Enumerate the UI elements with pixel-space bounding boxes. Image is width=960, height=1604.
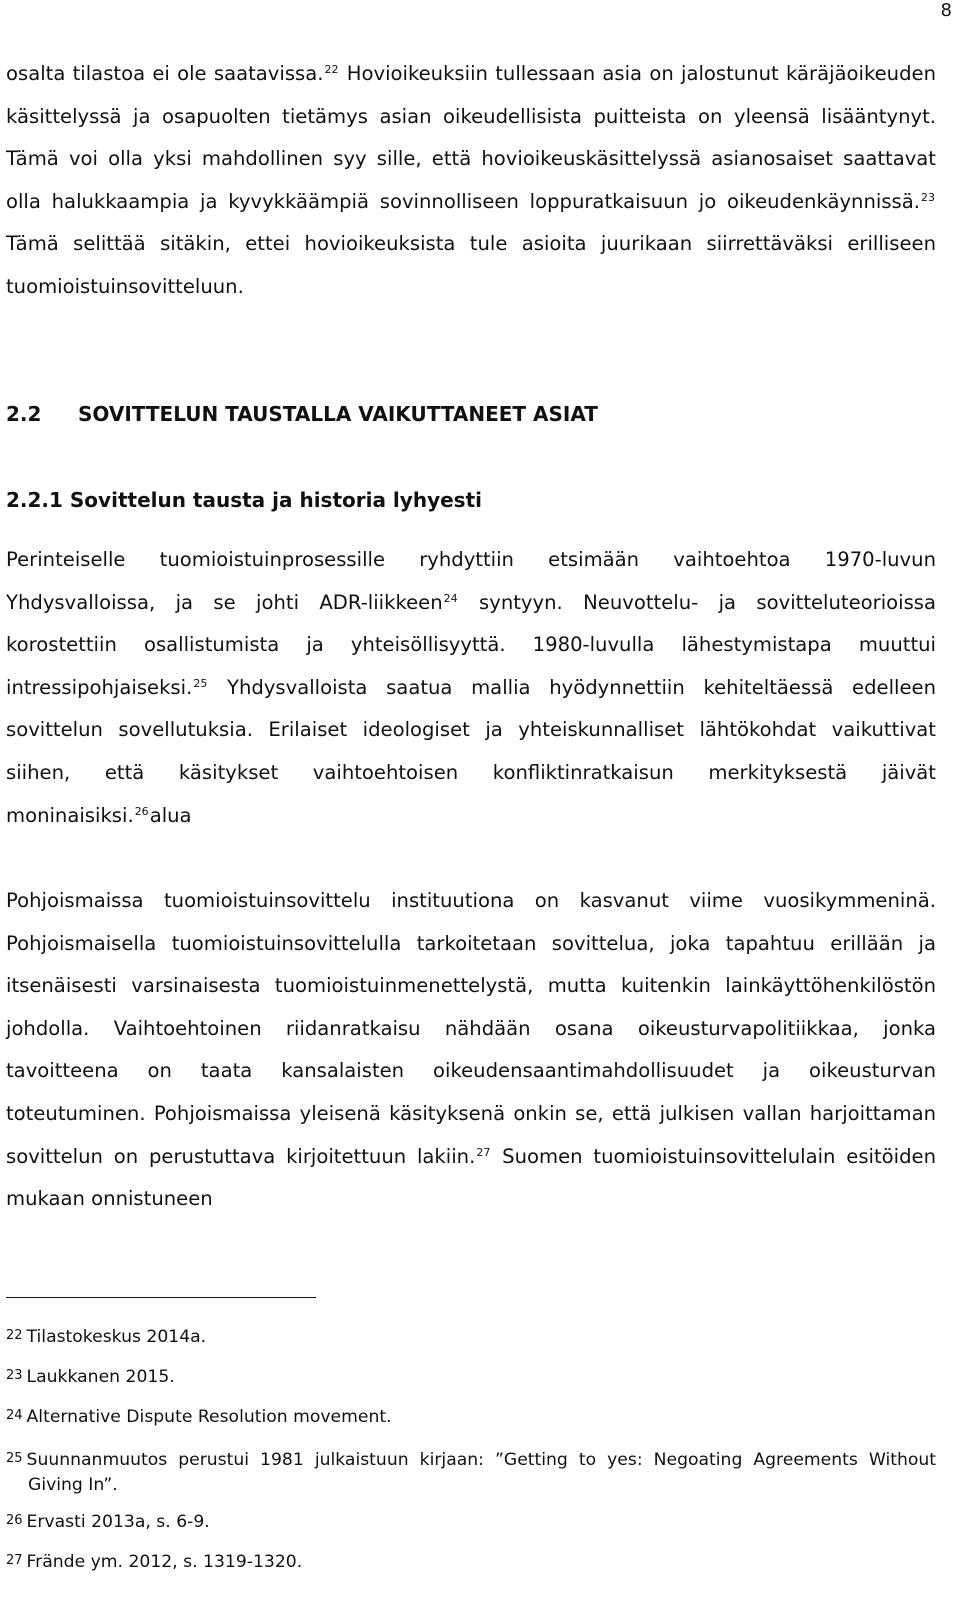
paragraph-text: Suomen tuomioistuinsovittelulain esitöiden mukaan onnistuneen xyxy=(6,1144,937,1211)
footnote-text: Laukkanen 2015. xyxy=(26,1367,175,1387)
paragraph-text: syntyyn. Neuvottelu- ja sovitteluteorioissa korostettiin osallistumista ja yhteisöllisyyttä. 1980-luvulla lähestymistapa muuttui intressipohjaiseksi. xyxy=(6,590,936,699)
footnote-reference[interactable]: 27 xyxy=(476,1145,491,1159)
page-number: 8 xyxy=(940,0,952,21)
footnote-reference[interactable]: 25 xyxy=(193,676,208,690)
section-heading xyxy=(6,394,598,434)
footnote-number: 26 xyxy=(6,1513,23,1528)
footnote-number: 24 xyxy=(6,1408,23,1423)
paragraph-text: alua xyxy=(149,803,192,827)
footnote-26 xyxy=(6,1511,936,1532)
subsection-heading: 2.2.1 Sovittelun tausta ja historia lyhyesti xyxy=(6,488,482,512)
footnote-23 xyxy=(6,1366,936,1387)
section-number: 2.2 xyxy=(6,402,42,426)
footnote-text: Alternative Dispute Resolution movement. xyxy=(26,1407,392,1427)
footnote-reference[interactable]: 23 xyxy=(921,190,935,204)
footnote-number: 27 xyxy=(6,1553,23,1568)
footnote-reference[interactable]: 26 xyxy=(134,804,149,818)
paragraph-text: Tämä selittää sitäkin, ettei hovioikeuksista tule asioita juurikaan siirrettäväksi erilliseen tuomioistuinsovitteluun. xyxy=(6,232,936,298)
footnote-reference[interactable]: 24 xyxy=(443,591,458,605)
section-title: SOVITTELUN TAUSTALLA VAIKUTTANEET ASIAT xyxy=(78,402,598,426)
footnote-number: 23 xyxy=(6,1368,23,1383)
paragraph-text: Pohjoismaissa tuomioistuinsovittelu instituutiona on kasvanut viime vuosikymmeninä. Pohjoismaisella tuomioistuinsovittelulla tarkoitetaan sovittelua, joka tapahtuu erillään ja itsenäisesti varsinaisesta tuomioistuinmenettelystä, mutta kuitenkin lainkäyttöhenkilöstön johdolla. Vaihtoehtoinen riidanratkaisu nähdään osana oikeusturvapolitiikkaa, jonka tavoitteena on taata kansalaisten oikeudensaantimahdollisuudet ja oikeusturvan toteutuminen. Pohjoismaissa yleisenä käsityksenä onkin se, että julkisen vallan harjoittaman sovittelun on perustuttava kirjoitettuun lakiin. xyxy=(6,889,936,1168)
footnote-24 xyxy=(6,1406,936,1427)
footnote-text: Frände ym. 2012, s. 1319-1320. xyxy=(26,1552,303,1572)
footnote-reference[interactable]: 22 xyxy=(324,63,339,76)
paragraph-text: osalta tilastoa ei ole saatavissa. xyxy=(6,62,324,85)
paragraph-text: Perinteiselle tuomioistuinprosessille ryhdyttiin etsimään vaihtoehtoa 1970-luvun Yhdysvalloissa, ja se johti ADR-liikkeen xyxy=(6,548,936,614)
footnote-number: 25 xyxy=(6,1451,23,1466)
footnote-22 xyxy=(6,1326,936,1347)
paragraph-text: Yhdysvalloista saatua mallia hyödynnettiin kehiteltäessä edelleen sovittelun sovellutuksia. Erilaiset ideologiset ja yhteiskunnalliset lähtökohdat vaikuttivat siihen, että käsitykset vaihtoehtoisen konfliktinratkaisun merkityksestä jäivät moninaisiksi. xyxy=(6,675,936,827)
body-paragraph-2 xyxy=(6,539,936,837)
footnote-text: Ervasti 2013a, s. 6-9. xyxy=(26,1512,210,1532)
paragraph-text: Hovioikeuksiin tullessaan asia on jalostunut käräjäoikeuden käsittelyssä ja osapuolten tietämys asian oikeudellisista puitteista on yleensä lisääntynyt. Tämä voi olla yksi mahdollinen syy sille, että hovioikeuskäsittelyssä asianosaiset saattavat olla halukkaampia ja kyvykkäämpiä sovinnolliseen loppuratkaisuun jo oikeudenkäynnissä. xyxy=(6,62,936,213)
footnote-text: Tilastokeskus 2014a. xyxy=(26,1327,207,1347)
footnote-27 xyxy=(6,1551,936,1572)
footnote-number: 22 xyxy=(6,1328,23,1343)
body-paragraph-3 xyxy=(6,880,936,1221)
footnotes xyxy=(6,1326,936,1591)
footnote-25 xyxy=(6,1446,936,1498)
footnote-separator xyxy=(6,1297,316,1298)
body-paragraph-1 xyxy=(6,53,936,309)
footnote-text: Suunnanmuutos perustui 1981 julkaistuun kirjaan: ”Getting to yes: Negoating Agreements Without Giving In”. xyxy=(26,1450,936,1495)
